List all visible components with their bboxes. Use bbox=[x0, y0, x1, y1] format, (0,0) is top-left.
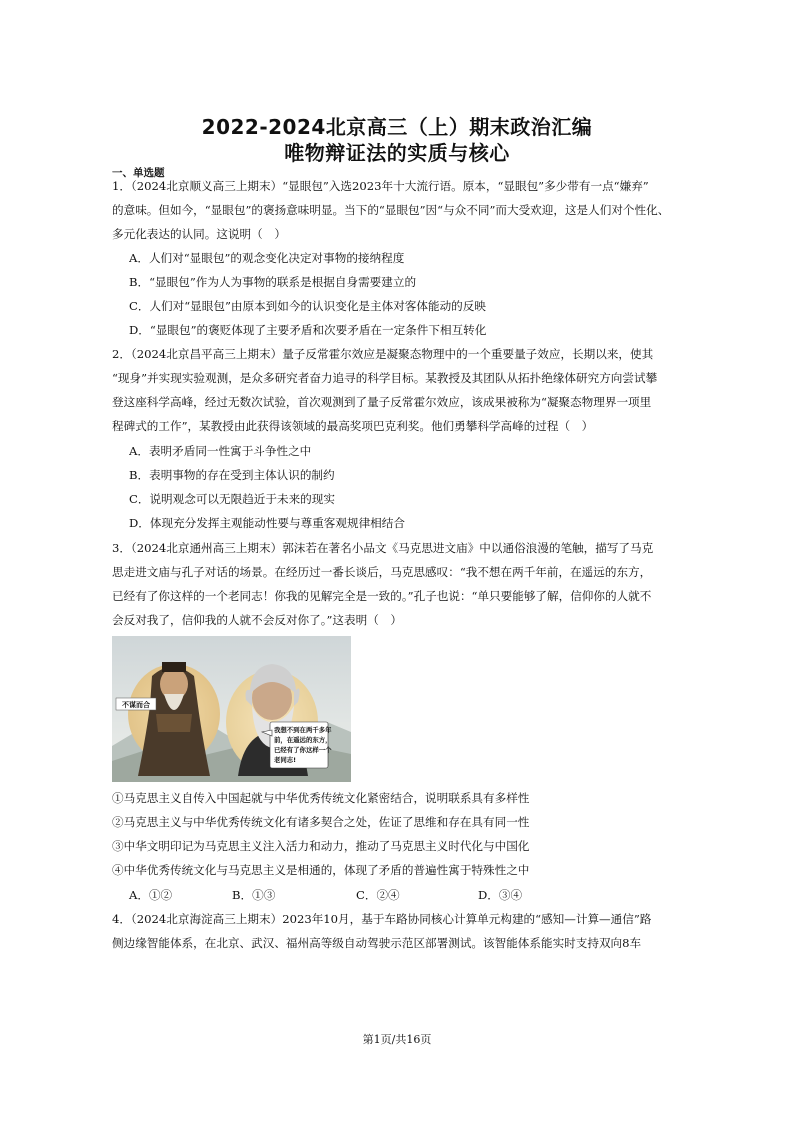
question-3-stem: 思走进文庙与孔子对话的场景。在经历过一番长谈后，马克思感叹：“我不想在两千年前，在遥远的东方， bbox=[112, 565, 652, 579]
question-3-statement-3: ③中华文明印记为马克思主义注入活力和动力，推动了马克思主义时代化与中国化 bbox=[112, 839, 530, 853]
question-3-stem: 会反对我了，信仰我的人就不会反对你了。”这表明（ ） bbox=[112, 613, 402, 627]
question-2-stem: 2．（2024北京昌平高三上期末）量子反常霍尔效应是凝聚态物理中的一个重要量子效应，长期以来，使其 bbox=[112, 347, 654, 361]
question-2-option-d: D．体现充分发挥主观能动性要与尊重客观规律相结合 bbox=[129, 516, 405, 530]
speech-bubble-line: 已经有了你这样一个 bbox=[274, 746, 332, 754]
question-2-stem: 程碑式的工作”，某教授由此获得该领域的最高奖项巴克利奖。他们勇攀科学高峰的过程（ ） bbox=[112, 419, 594, 433]
speech-bubble-line: 我想不到在两千多年 bbox=[274, 726, 332, 734]
question-1-stem: 多元化表达的认同。这说明（ ） bbox=[112, 227, 286, 241]
question-3-statement-1: ①马克思主义自传入中国起就与中华优秀传统文化紧密结合，说明联系具有多样性 bbox=[112, 791, 530, 805]
question-3-statement-2: ②马克思主义与中华优秀传统文化有诸多契合之处，佐证了思维和存在具有同一性 bbox=[112, 815, 530, 829]
question-2-stem: “现身”并实现实验观测，是众多研究者奋力追寻的科学目标。某教授及其团队从拓扑绝缘体研究方向尝试攀 bbox=[112, 371, 658, 385]
question-1-stem: 1．（2024北京顺义高三上期末）“显眼包”入选2023年十大流行语。原本，“显眼包”多少带有一点“嫌弃” bbox=[112, 179, 649, 193]
speech-bubble-line: 前，在遥远的东方， bbox=[274, 736, 332, 744]
question-3-answer-c: C．②④ bbox=[356, 888, 400, 902]
question-3-illustration bbox=[112, 636, 351, 782]
question-3-answer-d: D．③④ bbox=[478, 888, 523, 902]
question-2-option-b: B．表明事物的存在受到主体认识的制约 bbox=[129, 468, 335, 482]
page-footer: 第1页/共16页 bbox=[362, 1033, 432, 1046]
question-1-option-b: B．“显眼包”作为人为事物的联系是根据自身需要建立的 bbox=[129, 275, 417, 289]
question-4-stem: 4．（2024北京海淀高三上期末）2023年10月，基于车路协同核心计算单元构建的“感知—计算—通信”路 bbox=[112, 912, 652, 926]
question-3-statement-4: ④中华优秀传统文化与马克思主义是相通的，体现了矛盾的普遍性寓于特殊性之中 bbox=[112, 863, 530, 877]
question-3-stem: 3．（2024北京通州高三上期末）郭沫若在著名小品文《马克思进文庙》中以通俗浪漫的笔触，描写了马克 bbox=[112, 541, 654, 555]
question-3-answer-b: B．①③ bbox=[232, 888, 276, 902]
confucius-marx-image bbox=[112, 636, 351, 782]
question-4-stem: 侧边缘智能体系，在北京、武汉、福州高等级自动驾驶示范区部署测试。该智能体系能实时支持双向8车 bbox=[112, 936, 642, 950]
document-subtitle: 唯物辩证法的实质与核心 bbox=[284, 141, 510, 165]
document-title: 2022-2024北京高三（上）期末政治汇编 bbox=[201, 115, 593, 139]
question-1-option-c: C．人们对“显眼包”由原本到如今的认识变化是主体对客体能动的反映 bbox=[129, 299, 486, 313]
question-3-answer-a: A．①② bbox=[129, 888, 173, 902]
question-2-option-a: A．表明矛盾同一性寓于斗争性之中 bbox=[129, 444, 312, 458]
section-heading: 一、单选题 bbox=[112, 167, 165, 179]
question-3-stem: 已经有了你这样的一个老同志！你我的见解完全是一致的。”孔子也说：“单只要能够了解，信仰你的人就不 bbox=[112, 589, 652, 603]
speech-bubble-line: 老同志! bbox=[274, 756, 297, 764]
question-1-option-d: D．“显眼包”的褒贬体现了主要矛盾和次要矛盾在一定条件下相互转化 bbox=[129, 323, 487, 337]
question-2-stem: 登这座科学高峰，经过无数次试验，首次观测到了量子反常霍尔效应，该成果被称为“凝聚态物理界一项里 bbox=[112, 395, 652, 409]
question-1-stem: 的意味。但如今，“显眼包”的褒扬意味明显。当下的“显眼包”因“与众不同”而大受欢迎，这是人们对个性化、 bbox=[112, 203, 670, 217]
illustration-left-caption: 不谋而合 bbox=[122, 701, 150, 709]
question-1-option-a: A．人们对“显眼包”的观念变化决定对事物的接纳程度 bbox=[129, 251, 405, 265]
question-2-option-c: C．说明观念可以无限趋近于未来的现实 bbox=[129, 492, 335, 506]
